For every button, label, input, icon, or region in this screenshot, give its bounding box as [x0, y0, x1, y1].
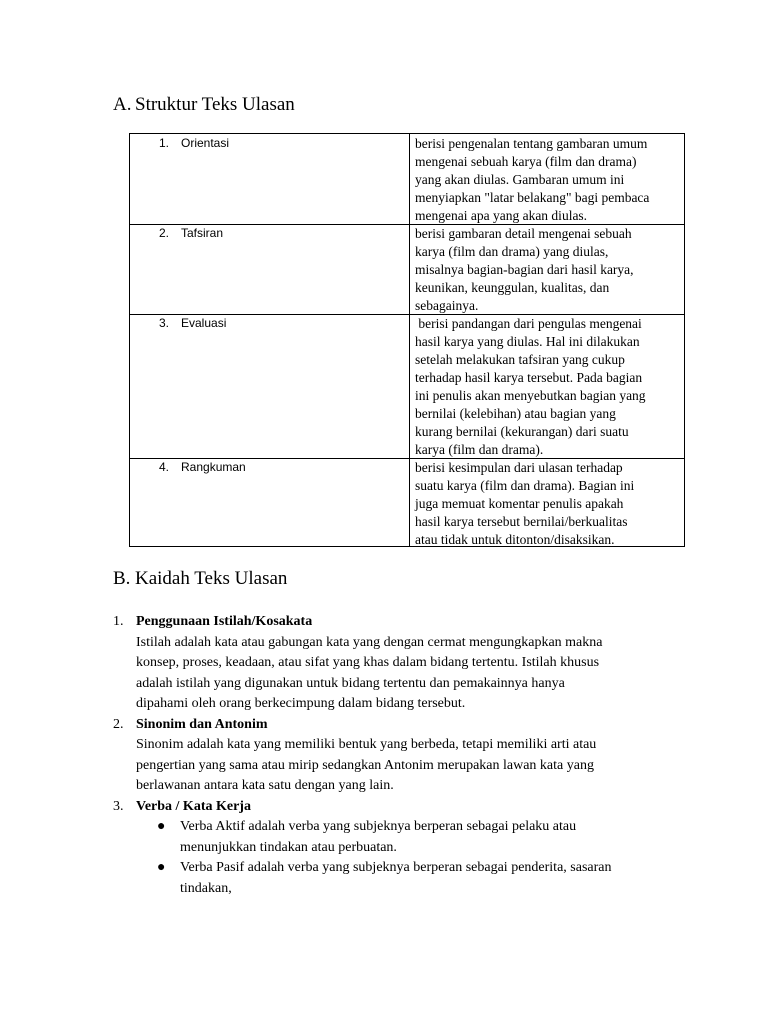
description-line: ini penulis akan menyebutkan bagian yang: [415, 388, 646, 403]
description-line: berisi kesimpulan dari ulasan terhadap: [415, 460, 623, 475]
description-line: atau tidak untuk ditonton/disaksikan.: [415, 532, 615, 547]
section-a-heading: [113, 94, 295, 116]
bullet-dot-icon: ●: [157, 819, 166, 834]
row-divider: [130, 224, 410, 225]
description-line: karya (film dan drama).: [415, 442, 544, 457]
item-title: Sinonim dan Antonim: [136, 716, 268, 732]
section-b-title: Kaidah Teks Ulasan: [135, 568, 288, 589]
table-row-description: [415, 225, 681, 315]
list-item: [113, 612, 713, 715]
description-line: keunikan, keunggulan, kualitas, dan: [415, 280, 610, 295]
list-item: [113, 715, 713, 797]
description-line: menyiapkan "latar belakang" bagi pembaca: [415, 190, 650, 205]
description-line: bernilai (kelebihan) atau bagian yang: [415, 406, 616, 421]
structure-table: [129, 133, 685, 547]
section-b-heading: [113, 568, 287, 590]
description-line: berisi gambaran detail mengenai sebuah: [415, 226, 632, 241]
table-column-divider: [409, 134, 410, 546]
item-line: Istilah adalah kata atau gabungan kata yang dengan cermat mengungkapkan makna: [136, 634, 603, 650]
bullet-line: tindakan,: [180, 880, 232, 896]
description-line: yang akan diulas. Gambaran umum ini: [415, 172, 625, 187]
rules-list: [113, 612, 713, 899]
item-line: konsep, proses, keadaan, atau sifat yang khas dalam bidang tertentu. Istilah khusus: [136, 655, 600, 670]
description-line: hasil karya yang diulas. Hal ini dilakukan: [415, 334, 640, 349]
row-label: Rangkuman: [181, 460, 246, 474]
row-number: 2.: [159, 226, 170, 240]
table-row-description: [415, 315, 681, 459]
list-item: [113, 797, 713, 900]
bullet-line: menunjukkan tindakan atau perbuatan.: [180, 839, 397, 855]
item-line: pengertian yang sama atau mirip sedangkan Antonim merupakan lawan kata yang: [136, 757, 594, 773]
row-divider: [130, 314, 410, 315]
section-b-letter: B.: [113, 568, 131, 589]
row-label: Orientasi: [181, 136, 230, 150]
item-title: Penggunaan Istilah/Kosakata: [136, 614, 313, 629]
section-a-title: Struktur Teks Ulasan: [135, 94, 295, 115]
description-line: hasil karya tersebut bernilai/berkualitas: [415, 514, 628, 529]
item-line: Sinonim adalah kata yang memiliki bentuk yang berbeda, tetapi memiliki arti atau: [136, 737, 597, 752]
description-line: mengenai sebuah karya (film dan drama): [415, 154, 637, 169]
description-line: karya (film dan drama) yang diulas,: [415, 244, 609, 259]
description-line: berisi pandangan dari pengulas mengenai: [415, 316, 642, 331]
description-line: kurang bernilai (kekurangan) dari suatu: [415, 424, 629, 439]
bullet-list: [136, 817, 713, 899]
row-divider: [130, 458, 410, 459]
description-line: setelah melakukan tafsiran yang cukup: [415, 352, 625, 367]
row-label: Tafsiran: [181, 226, 224, 240]
bullet-dot-icon: ●: [157, 860, 166, 875]
description-line: suatu karya (film dan drama). Bagian ini: [415, 478, 635, 493]
table-row-description: [415, 459, 681, 549]
item-number: 2.: [113, 716, 124, 732]
bullet-item: [136, 858, 713, 899]
description-line: mengenai apa yang akan diulas.: [415, 208, 588, 223]
description-line: berisi pengenalan tentang gambaran umum: [415, 136, 648, 151]
item-title: Verba / Kata Kerja: [136, 798, 251, 814]
item-line: dipahami oleh orang berkecimpung dalam bidang tersebut.: [136, 696, 466, 711]
item-number: 1.: [113, 614, 124, 629]
row-number: 1.: [159, 136, 170, 150]
section-a-letter: A.: [113, 94, 132, 115]
row-number: 4.: [159, 460, 170, 474]
bullet-line: Verba Pasif adalah verba yang subjeknya berperan sebagai penderita, sasaran: [180, 860, 612, 875]
row-number: 3.: [159, 316, 170, 330]
description-line: terhadap hasil karya tersebut. Pada bagian: [415, 370, 643, 385]
bullet-line: Verba Aktif adalah verba yang subjeknya berperan sebagai pelaku atau: [180, 819, 577, 834]
description-line: sebagainya.: [415, 298, 479, 313]
row-label: Evaluasi: [181, 316, 227, 330]
item-line: berlawanan antara kata satu dengan yang lain.: [136, 778, 394, 793]
description-line: juga memuat komentar penulis apakah: [415, 496, 624, 511]
item-line: adalah istilah yang digunakan untuk bidang tertentu dan pemakainnya hanya: [136, 675, 565, 691]
bullet-item: [136, 817, 713, 858]
item-number: 3.: [113, 798, 124, 814]
description-line: misalnya bagian-bagian dari hasil karya,: [415, 262, 634, 277]
table-row-description: [415, 135, 681, 225]
